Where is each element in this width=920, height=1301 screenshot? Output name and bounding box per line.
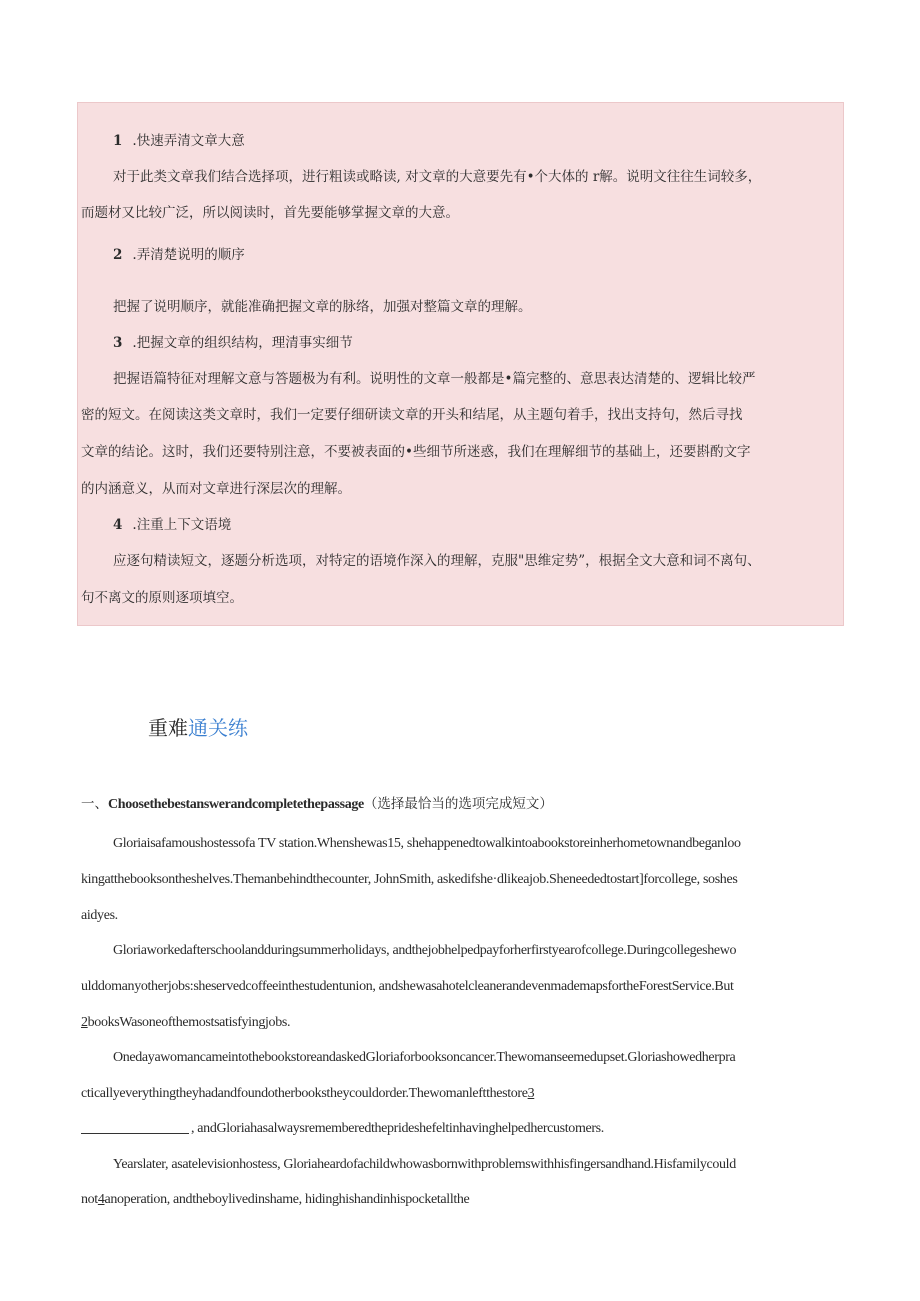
tip-text-line: 密的短文。在阅读这类文章时，我们一定要仔细研读文章的开头和结尾，从主题句着手，找出支持句，然后寻找	[81, 407, 743, 423]
passage-line: kingatthebooksontheshelves.Themanbehindthecounter, JohnSmith, askedifshe·dlikeajob.Sheneededtostart]forcollege, soshes	[81, 872, 738, 887]
tip-text-line: 而题材又比较广泛，所以阅读时，首先要能够掌握文章的大意。	[81, 205, 459, 221]
passage-line: Gloriaworkedafterschoolandduringsummerholidays, andthejobhelpedpayforherfirstyearofcollege.Duringcollegeshewo	[113, 943, 737, 958]
answer-blank	[81, 1119, 189, 1134]
blank-number: 3	[527, 1086, 535, 1101]
blank-number: 2	[81, 1015, 88, 1030]
tip-heading-1: 1 .快速弄清文章大意	[113, 133, 245, 149]
passage-line: 2booksWasoneofthemostsatisfyingjobs.	[81, 1015, 291, 1030]
question-heading: 一、Choosethebestanswerandcompletethepassage（选择最恰当的选项完成短文）	[81, 796, 553, 812]
passage-line: aidyes.	[81, 908, 118, 923]
tip-text-line: 的内涵意义，从而对文章进行深层次的理解。	[81, 481, 351, 497]
passage-line: Gloriaisafamoushostessofa TV station.Whenshewas15, shehappenedtowalkintoabookstoreinherhometownandbeganloo	[113, 836, 741, 851]
tip-heading-3: 3 .把握文章的组织结构，理清事实细节	[113, 335, 353, 351]
tip-text-line: 把握语篇特征对理解文意与答题极为有利。说明性的文章一般都是•篇完整的、意思表达清楚的、逻辑比较严	[113, 371, 756, 387]
tip-text-line: 句不离文的原则逐项填空。	[81, 590, 243, 606]
passage-line: cticallyeverythingtheyhadandfoundotherbookstheycouldorder.Thewomanleftthestore3	[81, 1086, 535, 1101]
tip-heading-2: 2 .弄清楚说明的顺序	[113, 247, 245, 263]
passage-line: , andGloriahasalwaysrememberedtheprideshefeltinhavinghelpedhercustomers.	[81, 1119, 604, 1139]
tip-text-line: 应逐句精读短文，逐题分析选项，对特定的语境作深入的理解，克服"思维定势”，根据全文大意和词不离句、	[113, 553, 761, 569]
section-title: 重难通关练	[148, 716, 248, 740]
blank-number: 4	[97, 1192, 105, 1207]
tip-text-line: 对于此类文章我们结合选择项，进行粗读或略读, 对文章的大意要先有•个大体的 r解。说明文往往生词较多，	[113, 169, 762, 185]
tip-heading-4: 4 .注重上下文语境	[113, 517, 232, 533]
tip-text-line: 把握了说明顺序，就能准确把握文章的脉络，加强对整篇文章的理解。	[113, 299, 532, 315]
passage-line: ulddomanyotherjobs:sheservedcoffeeinthestudentunion, andshewasahotelcleanerandevenmademapsfortheForestService.But	[81, 979, 734, 994]
passage-line: not4anoperation, andtheboylivedinshame, hidinghishandinhispocketallthe	[81, 1192, 470, 1207]
tip-text-line: 文章的结论。这时，我们还要特别注意，不要被表面的•些细节所迷惑，我们在理解细节的基础上，还要斟酌文字	[81, 444, 751, 460]
passage-line: Yearslater, asatelevisionhostess, Gloriaheardofachildwhowasbornwithproblemswithhisfingersandhand.Hisfamilycould	[113, 1157, 736, 1172]
passage-line: OnedayawomancameintothebookstoreandaskedGloriaforbooksoncancer.Thewomanseemedupset.Gloriashowedherpra	[113, 1050, 736, 1065]
